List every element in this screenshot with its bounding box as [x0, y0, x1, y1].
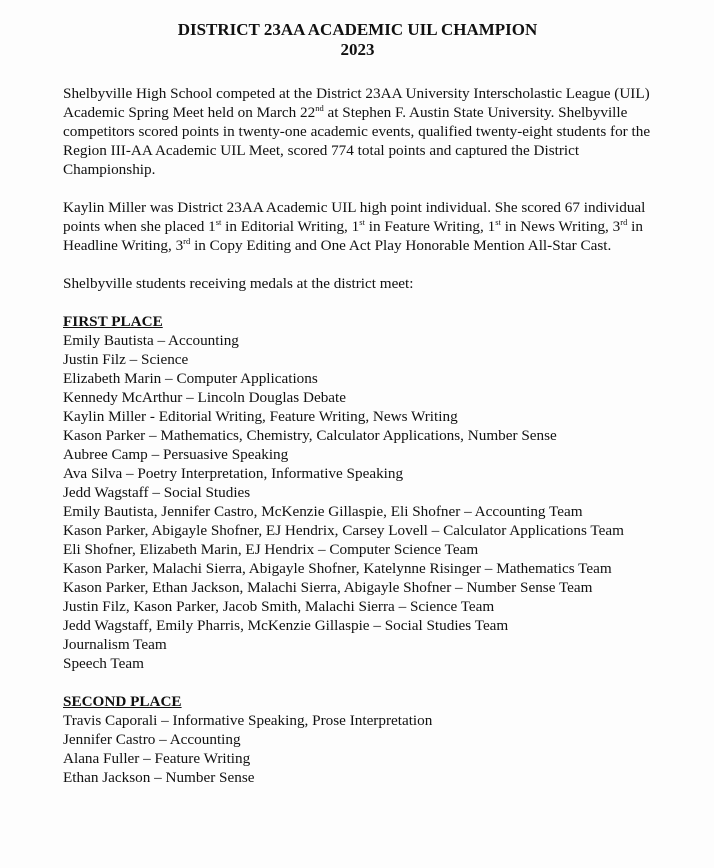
list-item: Elizabeth Marin – Computer Applications — [63, 370, 318, 387]
list-item: Emily Bautista – Accounting — [63, 332, 239, 349]
list-item: Aubree Camp – Persuasive Speaking — [63, 446, 289, 463]
high-point-text-part: Kaylin Miller was District 23AA Academic UIL high point individual. She scored 67 individual points when she placed 1 — [63, 199, 646, 235]
list-item: Jennifer Castro – Accounting — [63, 731, 241, 748]
list-item: Kason Parker, Abigayle Shofner, EJ Hendrix, Carsey Lovell – Calculator Applications Team — [63, 522, 624, 539]
intro-text-part: Shelbyville High School competed at the District 23AA University Interscholastic League (UIL) Academic Spring Meet held on March 22 — [63, 85, 650, 121]
medals-intro-paragraph: Shelbyville students receiving medals at the district meet: — [63, 275, 414, 292]
list-item: Speech Team — [63, 655, 144, 672]
ordinal-suffix: nd — [315, 103, 324, 113]
list-item: Ava Silva – Poetry Interpretation, Informative Speaking — [63, 465, 404, 482]
list-item: Alana Fuller – Feature Writing — [63, 750, 251, 767]
document-title — [63, 20, 674, 60]
list-item: Jedd Wagstaff, Emily Pharris, McKenzie Gillaspie – Social Studies Team — [63, 617, 509, 634]
ordinal-suffix: st — [215, 217, 222, 227]
list-item: Eli Shofner, Elizabeth Marin, EJ Hendrix – Computer Science Team — [63, 541, 479, 558]
high-point-text-part: in News Writing, 3 — [500, 218, 621, 235]
list-item: Travis Caporali – Informative Speaking, Prose Interpretation — [63, 712, 433, 729]
high-point-text-part: in Headline Writing, 3 — [63, 218, 643, 254]
list-item: Kason Parker, Malachi Sierra, Abigayle Shofner, Katelynne Risinger – Mathematics Team — [63, 560, 612, 577]
list-item: Kason Parker – Mathematics, Chemistry, Calculator Applications, Number Sense — [63, 427, 557, 444]
first-place-list — [63, 331, 674, 673]
list-item: Justin Filz – Science — [63, 351, 189, 368]
title-line-1: DISTRICT 23AA ACADEMIC UIL CHAMPION — [177, 20, 538, 39]
high-point-text-part: in Feature Writing, 1 — [364, 218, 496, 235]
second-place-list — [63, 711, 674, 787]
list-item: Justin Filz, Kason Parker, Jacob Smith, Malachi Sierra – Science Team — [63, 598, 495, 615]
list-item: Emily Bautista, Jennifer Castro, McKenzie Gillaspie, Eli Shofner – Accounting Team — [63, 503, 583, 520]
list-item: Ethan Jackson – Number Sense — [63, 769, 255, 786]
list-item: Kennedy McArthur – Lincoln Douglas Debate — [63, 389, 347, 406]
intro-paragraph — [63, 84, 674, 179]
ordinal-suffix: st — [359, 217, 365, 227]
ordinal-suffix: st — [495, 217, 501, 227]
list-item: Journalism Team — [63, 636, 167, 653]
intro-text-part: at Stephen F. Austin State University. Shelbyville competitors scored points in twenty-one academic events, qualified twenty-eight students for the Region III-AA Academic UIL Meet, scored 774 total points and captured the District Championship. — [63, 104, 651, 178]
ordinal-suffix: rd — [620, 217, 628, 227]
high-point-paragraph — [63, 198, 674, 255]
list-item: Kason Parker, Ethan Jackson, Malachi Sierra, Abigayle Shofner – Number Sense Team — [63, 579, 593, 596]
high-point-text-part: in Editorial Writing, 1 — [221, 218, 360, 235]
second-place-heading: SECOND PLACE — [63, 693, 182, 710]
first-place-heading: FIRST PLACE — [63, 313, 163, 330]
ordinal-suffix: rd — [183, 236, 191, 246]
list-item: Kaylin Miller - Editorial Writing, Feature Writing, News Writing — [63, 408, 458, 425]
list-item: Jedd Wagstaff – Social Studies — [63, 484, 251, 501]
high-point-text-part: in Copy Editing and One Act Play Honorable Mention All-Star Cast. — [190, 237, 612, 254]
title-line-2: 2023 — [340, 40, 375, 59]
